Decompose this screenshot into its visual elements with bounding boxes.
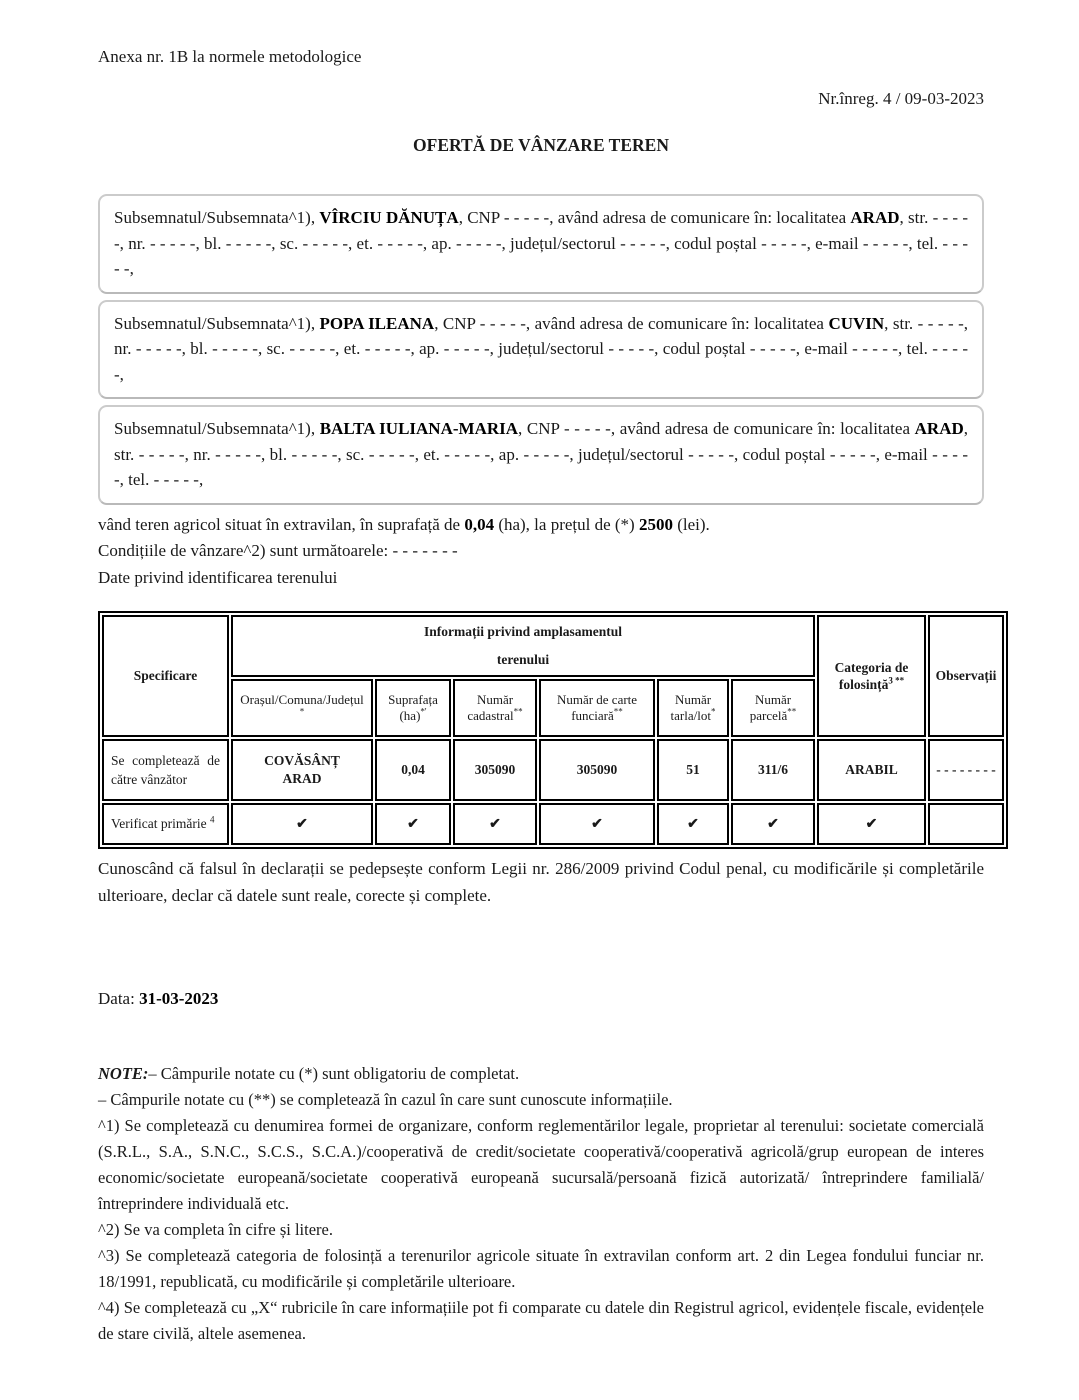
subcol-line1: Număr bbox=[476, 692, 514, 707]
subcol-line1: Număr bbox=[754, 692, 792, 707]
subcol-footnote-mark: ** bbox=[513, 706, 523, 717]
col-header-categoria bbox=[817, 615, 926, 737]
check-tarla: ✔ bbox=[657, 803, 729, 845]
note-2: – Câmpurile notate cu (**) se completează în cazul în care sunt cunoscute informațiile. bbox=[98, 1090, 673, 1109]
sale-pre: vând teren agricol situat în extravilan, în suprafață de bbox=[98, 514, 465, 534]
check-observatii-empty bbox=[928, 803, 1004, 845]
sale-price: 2500 bbox=[638, 514, 673, 534]
seller-paragraph bbox=[114, 416, 968, 493]
offer-details bbox=[98, 512, 984, 592]
subcol-line2: cadastral bbox=[467, 708, 514, 723]
seller-cnp-part: , CNP - - - - -, având adresa de comunicare în: localitatea bbox=[518, 419, 915, 438]
cell-parcela: 311/6 bbox=[731, 739, 815, 801]
seller-locality: CUVIN bbox=[828, 313, 885, 333]
cell-observatii: - - - - - - - - bbox=[928, 739, 1004, 801]
city-line2: ARAD bbox=[282, 771, 322, 786]
col-header-numar-cadastral bbox=[453, 679, 537, 737]
col-header-carte-funciara bbox=[539, 679, 655, 737]
row-label-vanzator: Se completează de către vânzător bbox=[102, 739, 229, 801]
subcol-line2: funciară bbox=[571, 708, 614, 723]
seller-name: POPA ILEANA bbox=[319, 313, 435, 333]
seller-address-rest: , str. - - - - -, nr. - - - - -, bl. - - - - -, sc. - - - - -, et. - - - - -, ap. - - - - -, județul/sectorul - - - - -, codul poștal - - - - -, e-mail - - - - -, tel. - - - - -, bbox=[114, 313, 968, 384]
subcol-footnote-mark: ** bbox=[787, 706, 797, 717]
footnote-1: ^1) Se completează cu denumirea formei de organizare, conform reglementărilor legale, proprietar al terenului: societate comercială (S.R.L., S.A., S.N.C., S.C.S., S.C.A.)/cooperativă de credit/societate cooperativă/cooperativă agricolă/grup european de interes economic/societate europeană/societate cooperativă europeană sucursală/persoană fizică autorizată/ întreprindere familială/întreprindere individuală etc. bbox=[98, 1116, 984, 1213]
sale-area: 0,04 bbox=[464, 514, 495, 534]
row-label-verificat bbox=[102, 803, 229, 845]
note-1-text: – Câmpurile notate cu (*) sunt obligatoriu de completat. bbox=[148, 1064, 520, 1083]
note-1 bbox=[98, 1061, 984, 1087]
city-line1: COVĂSÂNȚ bbox=[264, 753, 340, 768]
cell-suprafata: 0,04 bbox=[375, 739, 451, 801]
cell-oras-comuna bbox=[231, 739, 373, 801]
seller-address-rest: , str. - - - - -, nr. - - - - -, bl. - - - - -, sc. - - - - -, et. - - - - -, ap. - - - - -, județul/sectorul - - - - -, codul poștal - - - - -, e-mail - - - - -, tel. - - - - -, bbox=[114, 419, 968, 489]
subcol-footnote-mark: * bbox=[299, 706, 305, 717]
col-header-tarla-lot bbox=[657, 679, 729, 737]
col-group-header-amplasament bbox=[231, 615, 815, 677]
subcol-footnote-mark: * bbox=[710, 706, 716, 717]
annex-label: Anexa nr. 1B la normele metodologice bbox=[98, 47, 362, 66]
check-categoria: ✔ bbox=[817, 803, 926, 845]
subcol-line2: tarla/lot bbox=[670, 708, 711, 723]
land-identification-table bbox=[98, 611, 1008, 849]
check-cadastral: ✔ bbox=[453, 803, 537, 845]
subcol-line2: parcelă bbox=[749, 708, 788, 723]
subcol-footnote-mark: ** bbox=[613, 706, 623, 717]
seller-cnp-part: , CNP - - - - -, având adresa de comunicare în: localitatea bbox=[458, 208, 851, 227]
subcol-line1: Număr bbox=[674, 692, 712, 707]
seller-intro: Subsemnatul/Subsemnata^1), bbox=[114, 313, 320, 333]
categoria-line1: Categoria de bbox=[834, 660, 909, 675]
subcol-footnote-mark: *' bbox=[420, 706, 427, 717]
seller-paragraph bbox=[114, 311, 968, 388]
date-label: Data: bbox=[98, 989, 140, 1008]
seller-name: VÎRCIU DĂNUȚA bbox=[319, 208, 459, 227]
date-line bbox=[98, 989, 984, 1009]
seller-address-rest: , str. - - - - -, nr. - - - - -, bl. - - - - -, sc. - - - - -, et. - - - - -, ap. - - - - -, județul/sectorul - - - - -, codul poștal - - - - -, e-mail - - - - -, tel. - - - - -, bbox=[114, 208, 969, 278]
group-header-line2: terenului bbox=[496, 652, 550, 667]
group-header-line1: Informații privind amplasamentul bbox=[423, 624, 623, 639]
seller-paragraph bbox=[114, 205, 968, 282]
notes-section bbox=[98, 1061, 984, 1347]
col-header-specificare: Specificare bbox=[102, 615, 229, 737]
declaration-paragraph: Cunoscând că falsul în declarații se pedepsește conform Legii nr. 286/2009 privind Codul penal, cu modificările și completările ulterioare, declar că datele sunt reale, corecte și complete. bbox=[98, 859, 984, 905]
col-header-suprafata bbox=[375, 679, 451, 737]
note-label: NOTE: bbox=[98, 1064, 149, 1083]
subcol-line1: Suprafața bbox=[388, 692, 438, 707]
subcol-line1: Orașul/Comuna/Județul bbox=[240, 692, 364, 707]
col-header-observatii: Observații bbox=[928, 615, 1004, 737]
cell-categoria: ARABIL bbox=[817, 739, 926, 801]
footnote-2: ^2) Se va completa în cifre și litere. bbox=[98, 1220, 333, 1239]
sale-mid: (ha), la prețul de (*) bbox=[494, 514, 639, 534]
verificat-label: Verificat primărie bbox=[111, 816, 207, 831]
table-header-row bbox=[102, 615, 1004, 677]
footnote-4: ^4) Se completează cu „X“ rubricile în care informațiile pot fi comparate cu datele din Registrul agricol, evidențele fiscale, evidențele de stare civilă, altele asemenea. bbox=[98, 1298, 984, 1343]
seller-intro: Subsemnatul/Subsemnata^1), bbox=[114, 208, 320, 227]
seller-cnp-part: , CNP - - - - -, având adresa de comunicare în: localitatea bbox=[434, 313, 829, 333]
seller-boxes bbox=[98, 194, 984, 505]
seller-locality: ARAD bbox=[914, 419, 964, 438]
sale-sentence bbox=[98, 512, 984, 539]
verificat-footnote-mark: 4 bbox=[209, 814, 215, 825]
date-value: 31-03-2023 bbox=[139, 989, 219, 1008]
check-parcela: ✔ bbox=[731, 803, 815, 845]
seller-box-3 bbox=[98, 405, 984, 505]
seller-box-1 bbox=[98, 194, 984, 294]
check-carte-funciara: ✔ bbox=[539, 803, 655, 845]
check-suprafata: ✔ bbox=[375, 803, 451, 845]
col-header-oras-comuna-judet bbox=[231, 679, 373, 737]
land-id-heading: Date privind identificarea terenului bbox=[98, 567, 338, 587]
col-header-parcela bbox=[731, 679, 815, 737]
registration-number: Nr.înreg. 4 / 09-03-2023 bbox=[818, 89, 984, 108]
subcol-line1: Număr de carte bbox=[556, 692, 638, 707]
seller-locality: ARAD bbox=[850, 208, 900, 227]
verified-row bbox=[102, 803, 1004, 845]
cell-numar-cadastral: 305090 bbox=[453, 739, 537, 801]
footnote-3: ^3) Se completează categoria de folosință a terenurilor agricole situate în extravilan conform art. 2 din Legea fondului funciar nr. 18/1991, republicată, cu modificările și completările ulterioare. bbox=[98, 1246, 984, 1291]
cell-carte-funciara: 305090 bbox=[539, 739, 655, 801]
categoria-footnote-mark: 3 ** bbox=[888, 675, 905, 686]
seller-name: BALTA IULIANA-MARIA bbox=[319, 419, 519, 438]
check-oras: ✔ bbox=[231, 803, 373, 845]
sale-post: (lei). bbox=[672, 514, 710, 534]
subcol-line2: (ha) bbox=[399, 708, 421, 723]
seller-intro: Subsemnatul/Subsemnata^1), bbox=[114, 419, 320, 438]
seller-box-2 bbox=[98, 300, 984, 400]
categoria-line2: folosință bbox=[838, 677, 889, 692]
cell-tarla-lot: 51 bbox=[657, 739, 729, 801]
sale-conditions: Condițiile de vânzare^2) sunt următoarele: - - - - - - - bbox=[98, 541, 458, 560]
document-title: OFERTĂ DE VÂNZARE TEREN bbox=[413, 135, 669, 155]
seller-data-row bbox=[102, 739, 1004, 801]
